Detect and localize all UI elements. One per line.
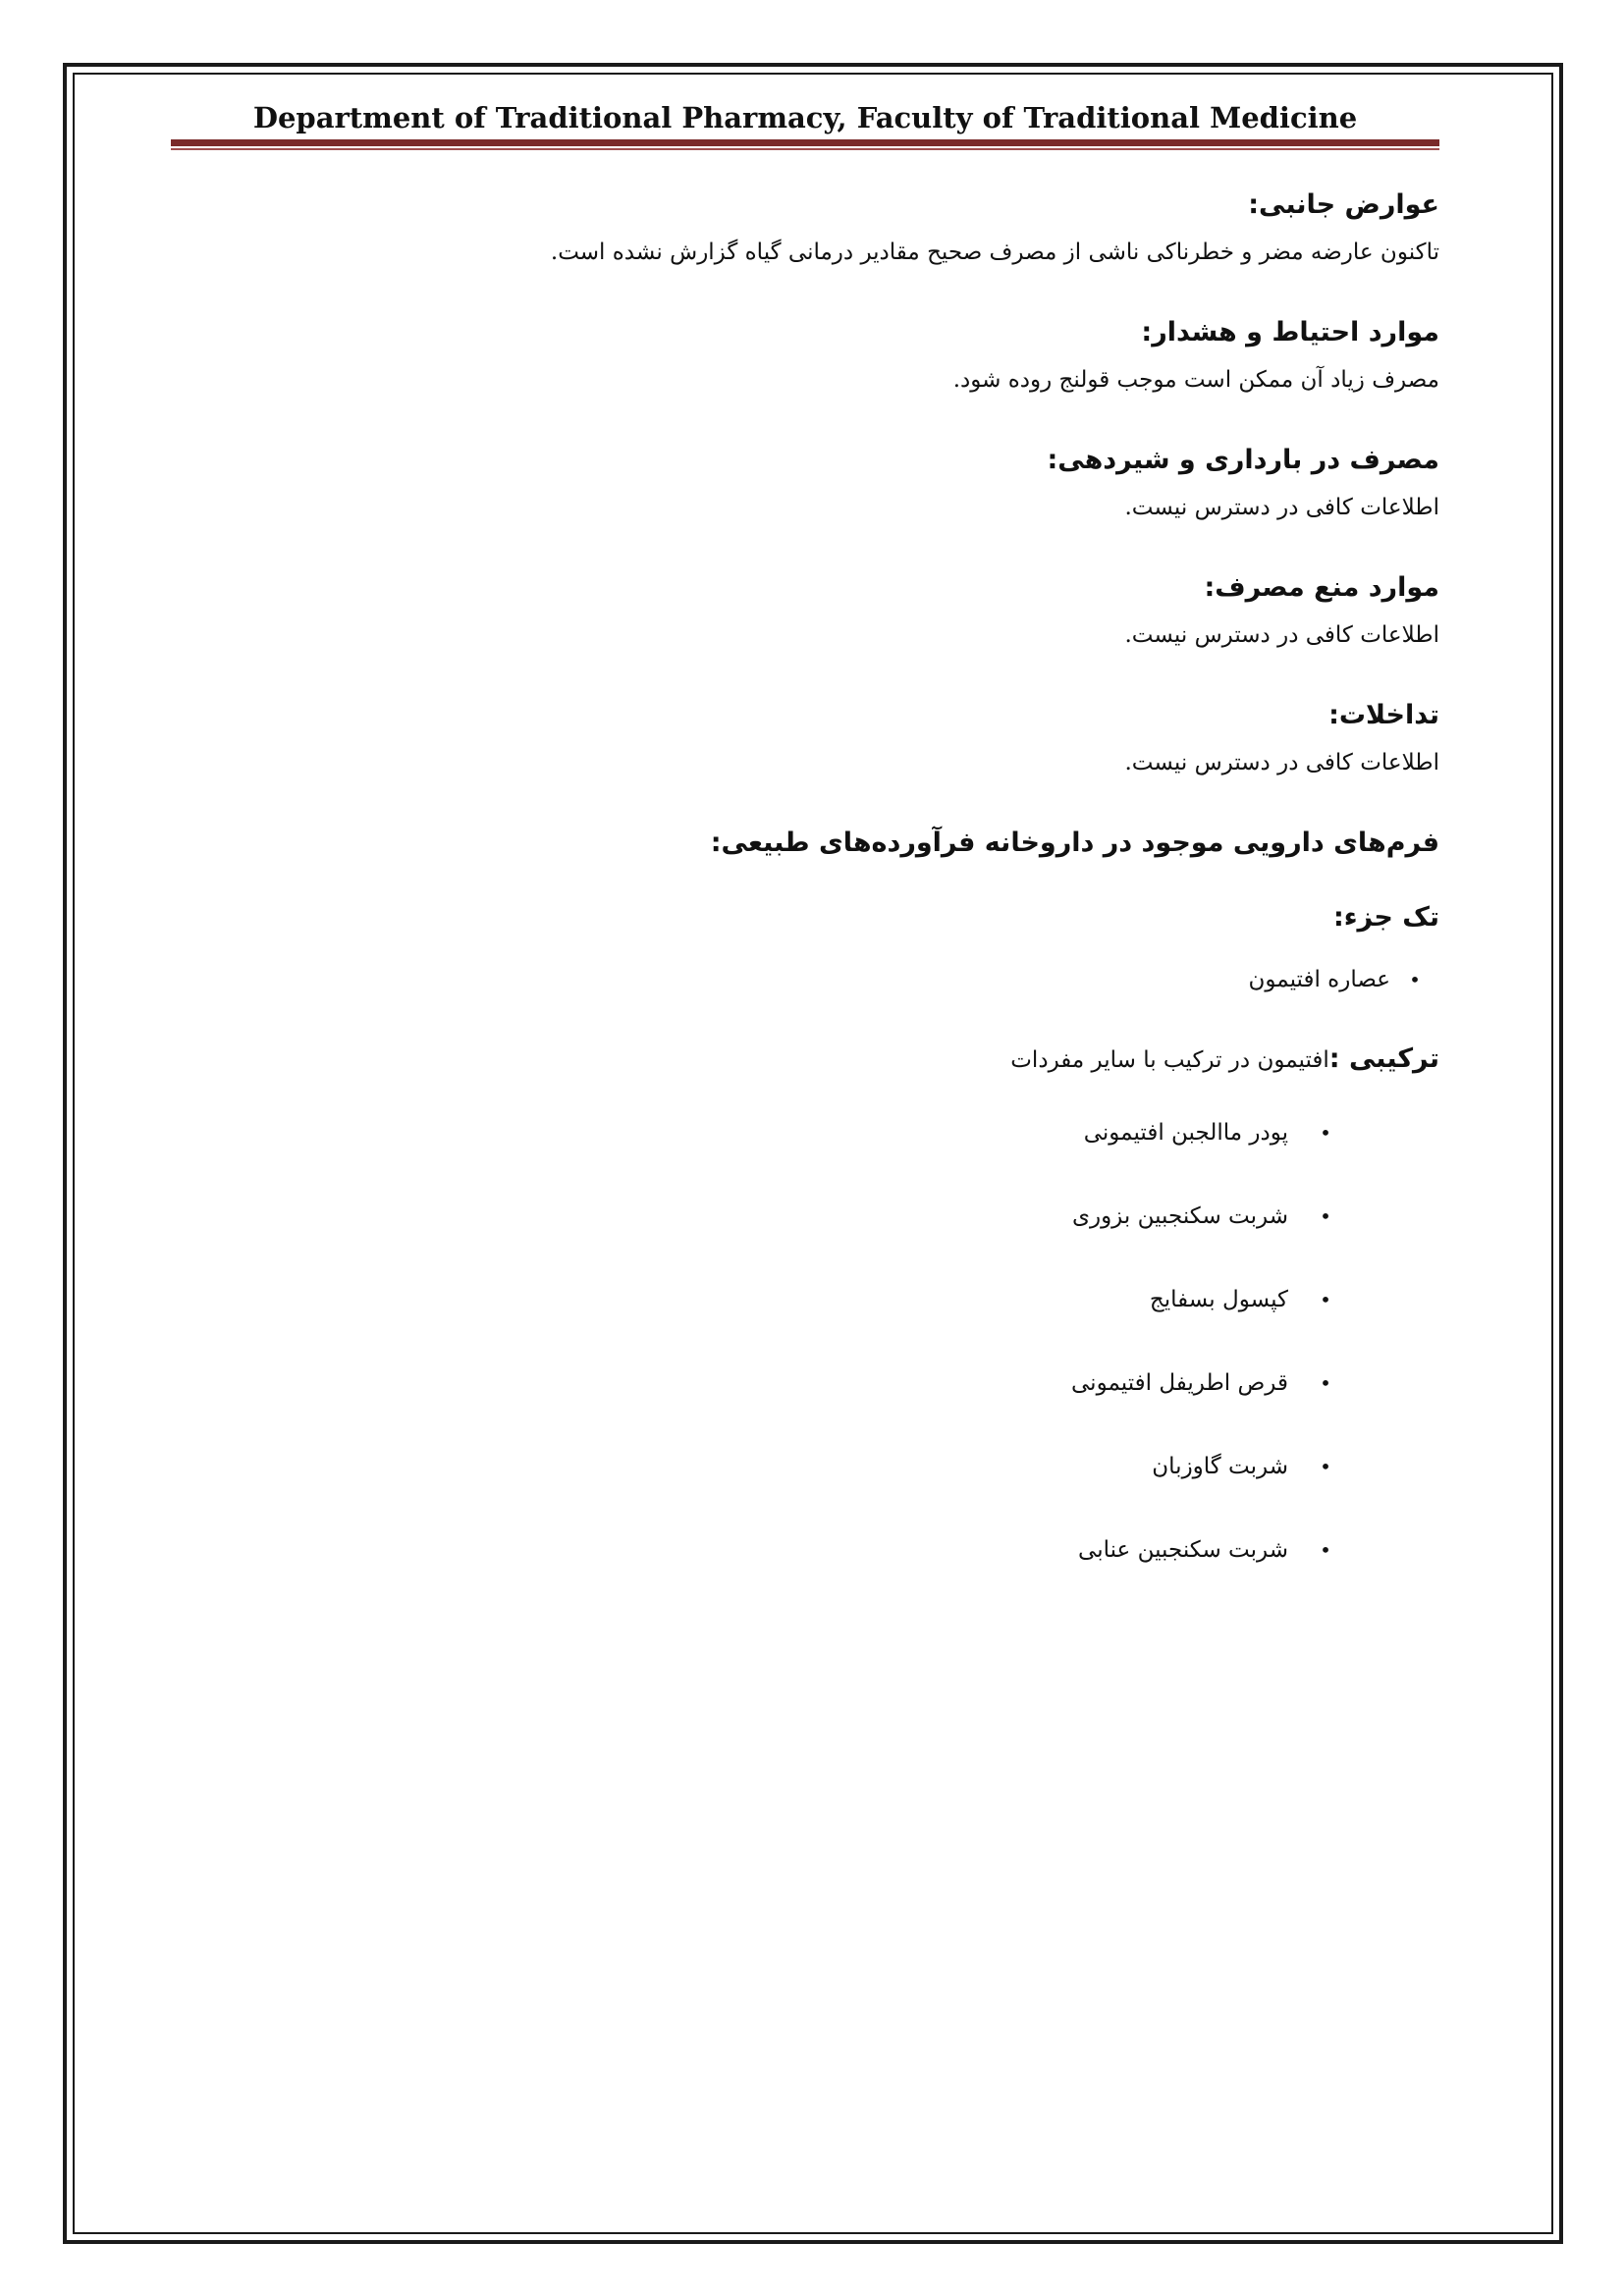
section-heading: عوارض جانبی: (1248, 189, 1439, 220)
bullet-icon: • (1320, 1204, 1331, 1228)
list-item-text: کپسول بسفایج (1149, 1287, 1288, 1312)
section-text: اطلاعات کافی در دسترس نیست. (1124, 495, 1439, 520)
single-ingredient-heading: تک جزء: (1332, 902, 1439, 933)
list-item-text: شربت سکنجبین بزوری (1071, 1203, 1288, 1229)
section-text: اطلاعات کافی در دسترس نیست. (1124, 622, 1439, 648)
list-item (171, 1275, 1345, 1324)
bullet-icon: • (1409, 968, 1421, 991)
list-item-text: قرص اطریفل افتیمونی (1071, 1370, 1288, 1396)
list-item (171, 1359, 1345, 1408)
list-item (171, 954, 1439, 1005)
list-item (171, 1192, 1345, 1241)
section-interactions (171, 693, 1439, 787)
compound-text: افتیمون در ترکیب با سایر مفردات (1010, 1047, 1329, 1073)
bullet-icon: • (1320, 1371, 1331, 1395)
section-heading: موارد احتیاط و هشدار: (1141, 317, 1439, 347)
compound-label: ترکیبی : (1328, 1043, 1439, 1074)
section-side-effects (171, 183, 1439, 277)
section-heading: مصرف در بارداری و شیردهی: (1047, 445, 1439, 475)
list-item (171, 1525, 1345, 1575)
list-item-text: شربت گاوزبان (1152, 1454, 1288, 1479)
bullet-icon: • (1320, 1121, 1331, 1145)
header-rule (171, 139, 1439, 146)
single-ingredient-list (171, 954, 1439, 1005)
section-pregnancy (171, 438, 1439, 532)
list-item (171, 1442, 1345, 1491)
section-heading: تداخلات: (1328, 700, 1439, 730)
section-contraindications (171, 565, 1439, 660)
section-text: تاکنون عارضه مضر و خطرناکی ناشی از مصرف صحیح مقادیر درمانی گیاه گزارش نشده است. (550, 240, 1439, 265)
list-item (171, 1108, 1345, 1157)
bullet-icon: • (1320, 1538, 1331, 1562)
section-precautions (171, 310, 1439, 404)
compound-line (171, 1035, 1439, 1087)
compound-product-list (171, 1108, 1439, 1575)
products-heading: فرم‌های دارویی موجود در داروخانه فرآورده‌های طبیعی: (710, 828, 1439, 858)
list-item-text: شربت سکنجبین عنابی (1078, 1537, 1288, 1563)
header-rule-thin (171, 148, 1439, 150)
header-title: Department of Traditional Pharmacy, Faculty of Traditional Medicine (252, 101, 1358, 134)
list-item-text: پودر ماالجبن افتیمونی (1083, 1120, 1288, 1146)
section-heading: موارد منع مصرف: (1204, 572, 1439, 603)
bullet-icon: • (1320, 1288, 1331, 1311)
list-item-text: عصاره افتیمون (1248, 967, 1390, 992)
section-text: مصرف زیاد آن ممکن است موجب قولنج روده شود. (952, 367, 1439, 393)
bullet-icon: • (1320, 1455, 1331, 1478)
section-text: اطلاعات کافی در دسترس نیست. (1124, 750, 1439, 775)
document-body (171, 183, 1439, 1609)
